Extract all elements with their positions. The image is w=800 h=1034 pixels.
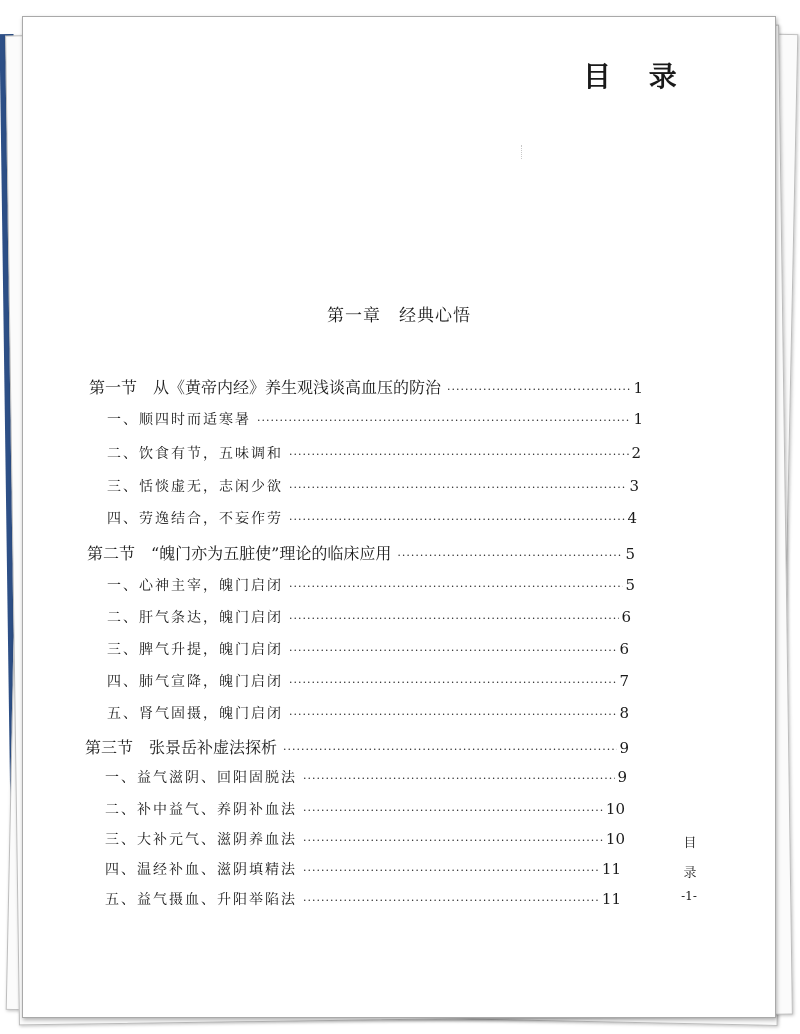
dot-leader [289,580,623,593]
toc-page-number: 3 [629,477,639,495]
toc-subentry[interactable] [107,508,637,528]
dot-leader [303,772,615,785]
dot-leader [257,414,631,427]
dot-leader [289,644,617,657]
toc-subentry[interactable] [107,443,641,463]
dot-leader [303,804,604,817]
toc-subentry[interactable] [105,767,627,787]
toc-page-number: 9 [617,768,627,786]
toc-subentry[interactable] [107,476,639,496]
toc-page-number: 1 [633,379,643,397]
dot-leader [289,513,625,526]
toc-entry-label: 一、顺四时而适寒暑 [107,412,251,428]
toc-page-number: 5 [625,576,635,594]
toc-entry-label: 四、温经补血、滋阴填精法 [105,862,297,878]
toc-subentry[interactable] [105,829,625,849]
side-label-char: 目 [683,836,697,851]
toc-entry-label: 第三节 张景岳补虚法探析 [85,738,278,757]
toc-entry-label: 四、劳逸结合，不妄作劳 [107,511,283,527]
toc-page-number: 10 [605,800,625,818]
side-running-label [678,829,702,889]
toc-entry-label: 四、肺气宣降，魄门启闭 [107,674,283,690]
dot-leader [289,612,619,625]
toc-page-number: 6 [619,640,629,658]
dot-leader [397,549,623,562]
toc-page-number: 1 [633,410,643,428]
page-title: 目 录 [583,60,691,93]
toc-page-number: 10 [605,830,625,848]
toc-subentry[interactable] [105,799,625,819]
toc-entry-label: 三、恬惔虚无，志闲少欲 [107,479,283,495]
toc-page-number: 2 [631,444,641,462]
toc-entry-label: 二、饮食有节，五味调和 [107,446,283,462]
toc-page-number: 9 [619,739,629,757]
toc-subentry[interactable] [107,703,629,723]
dot-leader [289,448,629,461]
toc-section[interactable] [87,541,635,564]
toc-page-number: 5 [625,545,635,563]
toc-page-number: 11 [601,890,621,908]
toc-section[interactable] [89,375,643,398]
toc-page-number: 8 [619,704,629,722]
toc-page-number: 7 [619,672,629,690]
dot-leader [289,708,617,721]
page-number: -1- [681,889,697,903]
toc-entry-label: 二、补中益气、养阴补血法 [105,802,297,818]
toc-page-number: 4 [627,509,637,527]
side-label-char: 录 [683,866,697,881]
toc-entry-label: 五、益气摄血、升阳举陷法 [105,892,297,908]
dot-leader [447,383,631,396]
toc-page-number: 6 [621,608,631,626]
toc-entry-label: 一、益气滋阴、回阳固脱法 [105,770,297,786]
toc-subentry[interactable] [107,671,629,691]
toc-subentry[interactable] [107,409,643,429]
toc-subentry[interactable] [105,889,621,909]
toc-entry-label: 五、肾气固摄，魄门启闭 [107,706,283,722]
toc-subentry[interactable] [107,575,635,595]
dot-leader [303,864,600,877]
dot-leader [303,834,604,847]
toc-list [23,17,775,1017]
toc-subentry[interactable] [107,607,631,627]
toc-subentry[interactable] [107,639,629,659]
dot-leader [289,481,627,494]
toc-entry-label: 第一节 从《黄帝内经》养生观浅谈高血压的防治 [89,378,442,397]
toc-entry-label: 一、心神主宰，魄门启闭 [107,578,283,594]
dot-leader [283,743,617,756]
toc-entry-label: 三、大补元气、滋阴养血法 [105,832,297,848]
toc-page [22,16,776,1018]
dot-leader [289,676,617,689]
toc-section[interactable] [85,735,629,758]
chapter-title: 第一章 经典心悟 [327,306,471,326]
toc-subentry[interactable] [105,859,621,879]
toc-entry-label: 第二节 “魄门亦为五脏使”理论的临床应用 [87,544,392,563]
toc-entry-label: 二、肝气条达，魄门启闭 [107,610,283,626]
toc-page-number: 11 [601,860,621,878]
toc-entry-label: 三、脾气升提，魄门启闭 [107,642,283,658]
dot-leader [303,894,600,907]
